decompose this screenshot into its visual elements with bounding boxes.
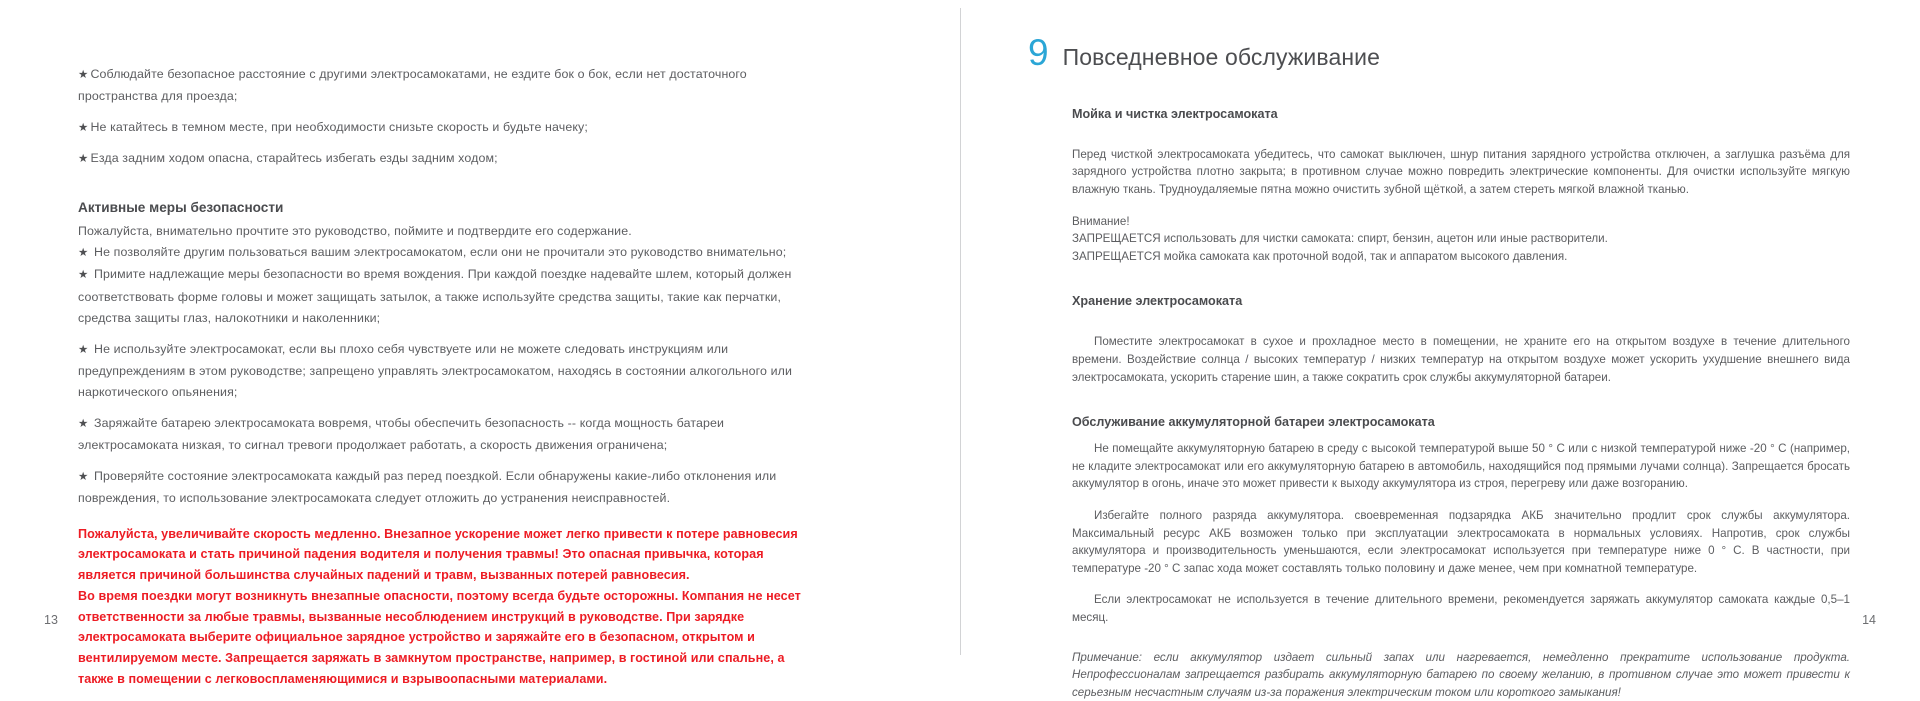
spacer — [78, 171, 808, 198]
page-right — [960, 0, 1920, 663]
list-item-text: Проверяйте состояние электросамоката каждый раз перед поездкой. Если обнаружены какие-либо отклонения или повреждения, то использование электросамоката следует отложить до устранения неисправностей. — [78, 469, 776, 505]
warning-text-speed: Пожалуйста, увеличивайте скорость медленно. Внезапное ускорение может легко привести к потере равновесия электросамоката и стать причиной падения водителя и получения травмы! Это опасная привычка, которая является причиной большинства случайных падений и травм, вызванных потерей равновесия. — [78, 524, 808, 586]
list-item-text: Не позволяйте другим пользоваться вашим электросамокатом, если они не прочитали это руководство внимательно; — [94, 245, 786, 259]
star-icon: ★ — [78, 153, 88, 165]
spacer — [78, 457, 808, 466]
list-item — [78, 117, 808, 139]
page-left-content — [78, 64, 808, 689]
page-number-left: 13 — [44, 613, 58, 627]
chapter-header — [1028, 28, 1850, 87]
notice-title: Внимание! — [1072, 213, 1850, 231]
list-item-text: Не катайтесь в темном месте, при необходимости снизьте скорость и будьте начеку; — [90, 120, 587, 134]
section-paragraph: Не помещайте аккумуляторную батарею в среду с высокой температурой выше 50 ° С или с низкой температурой ниже -20 ° С (например, не кладите электросамокат или его аккумуляторную батарею в автомобиль, находящийся под прямыми лучами солнца). Запрещается бросать аккумулятор в огонь, иначе это может привести к выходу аккумулятора из строя, перегреву или даже возгоранию. — [1072, 440, 1850, 493]
star-icon: ★ — [78, 471, 88, 483]
star-icon: ★ — [78, 418, 88, 430]
notice-line: ЗАПРЕЩАЕТСЯ использовать для чистки самоката: спирт, бензин, ацетон или иные растворители. — [1072, 230, 1850, 248]
section-intro-text: Пожалуйста, внимательно прочтите это руководство, поймите и подтвердите его содержание. — [78, 221, 808, 242]
footnote-text: Примечание: если аккумулятор издает сильный запах или нагревается, немедленно прекратите использование продукта. Непрофессионалам запрещается разбирать аккумуляторную батарею по своему желанию, в противном случае это может привести к серьезным несчастным случаям из-за поражения электрическим током или короткого замыкания! — [1072, 649, 1850, 701]
spacer — [1072, 493, 1850, 507]
spacer — [1072, 627, 1850, 649]
page-left — [0, 0, 960, 663]
list-item — [78, 242, 808, 264]
list-item — [78, 264, 808, 329]
star-icon: ★ — [78, 269, 88, 281]
section-paragraph: Если электросамокат не используется в течение длительного времени, рекомендуется заряжать аккумулятор самоката каждые 0,5–1 месяц. — [1072, 591, 1850, 626]
section-paragraph: Поместите электросамокат в сухое и прохладное место в помещении, не храните его на открытом воздухе в течение длительного времени. Воздействие солнца / высоких температур / низких температур на открытом воздухе может ускорить ухудшение внешнего вида электросамоката, ускорить старение шин, а также сократить срок службы аккумуляторной батареи. — [1072, 333, 1850, 386]
list-item-text: Езда задним ходом опасна, старайтесь избегать езды задним ходом; — [90, 151, 497, 165]
section-heading-battery: Обслуживание аккумуляторной батареи электросамоката — [1072, 413, 1850, 432]
spacer — [1072, 199, 1850, 213]
list-item — [78, 466, 808, 510]
spacer — [78, 404, 808, 413]
section-heading-washing: Мойка и чистка электросамоката — [1072, 105, 1850, 124]
list-item-text: Заряжайте батарею электросамоката вовремя, чтобы обеспечить безопасность -- когда мощность батареи электросамоката низкая, то сигнал тревоги продолжает работать, а скорость движения ограничена; — [78, 416, 724, 452]
section-heading-storage: Хранение электросамоката — [1072, 292, 1850, 311]
spacer — [1072, 124, 1850, 146]
spacer — [1072, 311, 1850, 333]
section-paragraph: Перед чисткой электросамоката убедитесь, что самокат выключен, шнур питания зарядного устройства отключен, а заглушка разъёма для зарядного устройства плотно закрыта; в противном случае можно повредить электрические компоненты. Для очистки используйте мягкую влажную ткань. Трудноудаляемые пятна можно очистить зубной щёткой, а затем стереть мягкой влажной тканью. — [1072, 146, 1850, 199]
spacer — [78, 330, 808, 339]
spacer — [1072, 577, 1850, 591]
spacer — [1072, 386, 1850, 413]
star-icon: ★ — [78, 247, 88, 259]
spacer — [1072, 265, 1850, 292]
spacer — [78, 108, 808, 117]
chapter-title: Повседневное обслуживание — [1063, 43, 1380, 71]
list-item-text: Соблюдайте безопасное расстояние с другими электросамокатами, не ездите бок о бок, если нет достаточного пространства для проезда; — [78, 67, 747, 103]
star-icon: ★ — [78, 69, 88, 81]
list-item-text: Не используйте электросамокат, если вы плохо себя чувствуете или не можете следовать инструкциям или предупреждениям в этом руководстве; запрещено управлять электросамокатом, находясь в состоянии алкогольного или наркотического опьянения; — [78, 342, 792, 400]
section-heading-active-safety: Активные меры безопасности — [78, 198, 808, 218]
list-item — [78, 339, 808, 404]
chapter-body — [1072, 105, 1850, 701]
notice-line: ЗАПРЕЩАЕТСЯ мойка самоката как проточной водой, так и аппаратом высокого давления. — [1072, 248, 1850, 266]
page-number-right: 14 — [1862, 613, 1876, 627]
star-icon: ★ — [78, 122, 88, 134]
section-paragraph: Избегайте полного разряда аккумулятора. своевременная подзарядка АКБ значительно продлит срок службы аккумулятора. Максимальный ресурс АКБ возможен только при эксплуатации электросамоката в нормальных условиях. Напротив, срок службы аккумулятора и производительность уменьшаются, если электросамокат используется при температуре ниже 0 ° С. В частности, при температуре -20 ° С запас хода может составлять только половину и даже менее, чем при комнатной температуре. — [1072, 507, 1850, 577]
page-right-content — [1028, 28, 1850, 701]
chapter-number: 9 — [1028, 34, 1049, 71]
list-item — [78, 413, 808, 457]
list-item — [78, 64, 808, 108]
list-item — [78, 148, 808, 170]
list-item-text: Примите надлежащие меры безопасности во время вождения. При каждой поездке надевайте шлем, который должен соответствовать форме головы и может защищать затылок, а также используйте средства защиты, такие как перчатки, средства защиты глаз, налокотники и наколенники; — [78, 267, 791, 325]
spacer — [1072, 432, 1850, 440]
star-icon: ★ — [78, 344, 88, 356]
spacer — [78, 510, 808, 524]
spacer — [78, 139, 808, 148]
warning-text-charging: Во время поездки могут возникнуть внезапные опасности, поэтому всегда будьте осторожны. Компания не несет ответственности за любые травмы, вызванные несоблюдением инструкций в руководстве. При зарядке электросамоката выберите официальное зарядное устройство и заряжайте его в безопасном, открытом и вентилируемом месте. Запрещается заряжать в замкнутом пространстве, например, в гостиной или спальне, а также в помещении с легковоспламеняющимися и взрывоопасными материалами. — [78, 586, 808, 689]
